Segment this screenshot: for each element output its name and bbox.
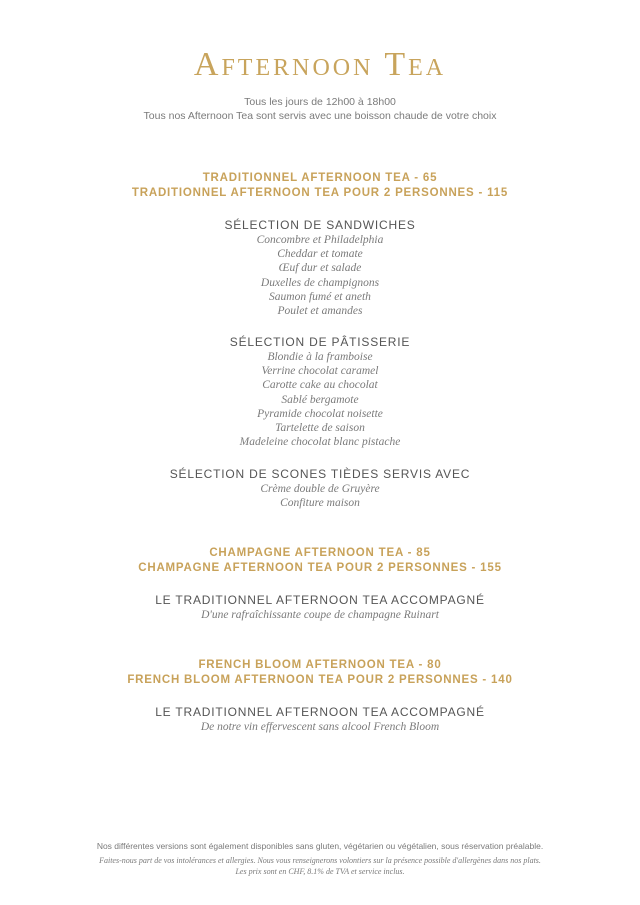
list-item: Cheddar et tomate xyxy=(277,248,363,261)
champagne-duo-offer: CHAMPAGNE AFTERNOON TEA POUR 2 PERSONNES - 155 xyxy=(138,562,502,574)
french-bloom-detail: De notre vin effervescent sans alcool French Bloom xyxy=(200,721,440,733)
scones-list xyxy=(0,482,640,510)
dietary-note: Nos différentes versions sont également disponibles sans gluten, végétarien ou végétalien, sous réservation préalable. xyxy=(96,841,544,851)
list-item: Confiture maison xyxy=(280,497,360,510)
traditionnel-duo-offer: TRADITIONNEL AFTERNOON TEA POUR 2 PERSONNES - 115 xyxy=(131,187,509,199)
list-item: Concombre et Philadelphia xyxy=(256,234,384,246)
french-bloom-offer: FRENCH BLOOM AFTERNOON TEA - 80 xyxy=(198,659,442,671)
sandwiches-heading: SÉLECTION DE SANDWICHES xyxy=(224,218,416,232)
list-item: Verrine chocolat caramel xyxy=(261,365,379,378)
list-item: Pyramide chocolat noisette xyxy=(257,407,383,420)
list-item: Sablé bergamote xyxy=(281,393,359,406)
champagne-heading: LE TRADITIONNEL AFTERNOON TEA ACCOMPAGNÉ xyxy=(155,593,485,607)
list-item: Crème double de Gruyère xyxy=(260,483,380,495)
page-title: Afternoon Tea xyxy=(193,46,447,83)
traditionnel-offer: TRADITIONNEL AFTERNOON TEA - 65 xyxy=(202,172,438,184)
hot-drink-note: Tous nos Afternoon Tea sont servis avec une boisson chaude de votre choix xyxy=(143,110,497,122)
french-bloom-heading: LE TRADITIONNEL AFTERNOON TEA ACCOMPAGNÉ xyxy=(155,705,485,719)
list-item: Tartelette de saison xyxy=(275,422,365,435)
list-item: Poulet et amandes xyxy=(277,305,363,318)
list-item: Saumon fumé et aneth xyxy=(269,290,371,303)
price-note: Les prix sont en CHF, 8.1% de TVA et service inclus. xyxy=(235,867,405,876)
opening-hours: Tous les jours de 12h00 à 18h00 xyxy=(244,96,396,108)
list-item: Œuf dur et salade xyxy=(278,262,362,275)
list-item: Blondie à la framboise xyxy=(267,351,373,363)
list-item: Duxelles de champignons xyxy=(260,276,380,289)
champagne-offer: CHAMPAGNE AFTERNOON TEA - 85 xyxy=(209,547,431,559)
scones-heading: SÉLECTION DE SCONES TIÈDES SERVIS AVEC xyxy=(169,467,471,481)
patisserie-list xyxy=(0,350,640,449)
french-bloom-duo-offer: FRENCH BLOOM AFTERNOON TEA POUR 2 PERSONNES - 140 xyxy=(127,674,513,686)
list-item: Carotte cake au chocolat xyxy=(262,379,378,392)
sandwiches-list xyxy=(0,233,640,318)
patisserie-heading: SÉLECTION DE PÂTISSERIE xyxy=(229,335,411,349)
allergen-note: Faites-nous part de vos intolérances et allergies. Nous vous renseignerons volontiers sur la présence possible d'allergènes dans nos plats. xyxy=(99,856,541,865)
list-item: Madeleine chocolat blanc pistache xyxy=(239,436,401,449)
champagne-detail: D'une rafraîchissante coupe de champagne Ruinart xyxy=(201,609,439,621)
